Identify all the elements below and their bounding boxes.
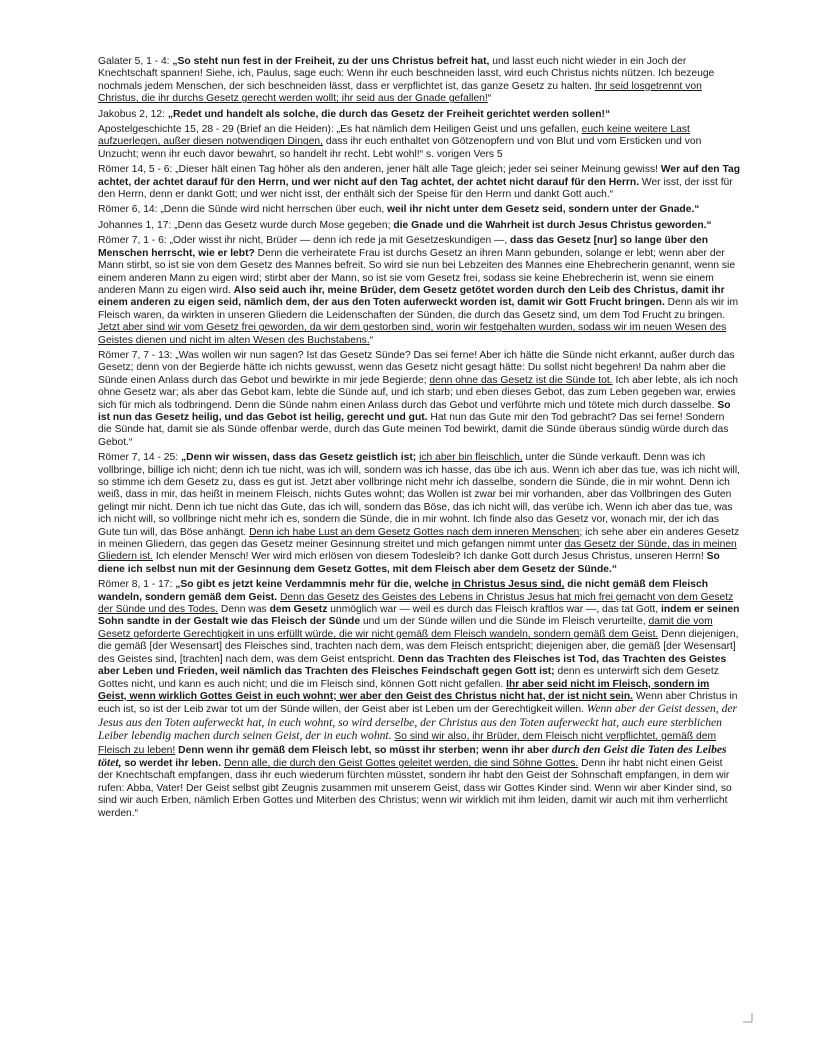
text-segment: durch den Geist die Taten des Leibes tötet, — [98, 742, 727, 769]
text-segment: Denn wenn ihr gemäß dem Fleisch lebt, so müsst ihr sterben; wenn ihr aber — [178, 744, 552, 756]
verse-paragraph — [98, 204, 740, 216]
text-segment: Denn ich habe Lust an dem Gesetz Gottes nach dem inneren Menschen; — [249, 526, 583, 538]
text-segment: Hat nun das Gute mir den Tod gebracht? Das sei ferne! Sondern die Sünde hat, damit sie als Sünde offenbar werde, durch das Gute meinen Tod bewirkt, damit die Sünde überaus sündig würde durch das Gebot.“ — [98, 411, 729, 448]
verse-paragraph — [98, 350, 740, 449]
text-segment: dass das Gesetz [nur] so lange über den Menschen herrscht, wie er lebt? — [98, 235, 709, 259]
text-segment: Denn die verheiratete Frau ist durchs Gesetz an ihren Mann gebunden, solange er lebt; wenn aber der Mann stirbt, so ist sie von dem Gesetz des Mannes befreit. So wird sie nun bei Lebzeiten des Mannes eine Ehebrecherin genannt, wenn sie einem anderen Mann zu eigen wird; stirbt aber der Mann, so ist sie vom Gesetz frei, sodass sie keine Ehebrecherin ist, wenn sie einem anderen Mann zu eigen wird. — [98, 247, 736, 296]
text-segment: denn es unterwirft sich dem Gesetz Gottes nicht, und kann es auch nicht; und die im Fleisch sind, können Gott nicht gefallen. — [98, 666, 719, 690]
verse-paragraph — [98, 124, 740, 161]
document-page — [98, 56, 740, 823]
text-segment: dem Gesetz — [269, 604, 328, 616]
text-segment: indem er seinen Sohn sandte in der Gestalt wie das Fleisch der Sünde — [98, 604, 740, 628]
text-segment: Wenn aber der Geist dessen, der Jesus aus den Toten auferweckt hat, in euch wohnt, so wird derselbe, der Christus aus den Toten auferweckt hat, auch eure sterblichen Leiber lebendig machen durch seinen Geist, der in euch wohnt. — [98, 702, 738, 743]
text-segment: „So steht nun fest in der Freiheit, zu der uns Christus befreit hat, — [172, 56, 490, 67]
text-segment: in Christus Jesus sind, — [451, 579, 565, 591]
text-segment: Denn was — [218, 604, 270, 616]
text-segment: Denn als wir im Fleisch waren, da wirkten in unseren Gliedern die Leidenschaften der Sünden, die durch das Gesetz sind, um dem Tod Frucht zu bringen. — [98, 297, 739, 321]
text-segment: Ihr seid losgetrennt von Christus, die ihr durchs Gesetz gerecht werden wollt; ihr seid aus der Gnade gefallen! — [98, 80, 702, 105]
text-segment: Denn alle, die durch den Geist Gottes geleitet werden, die sind Söhne Gottes. — [223, 757, 579, 769]
text-segment: die nicht gemäß dem Fleisch wandeln, sondern gemäß dem Geist. — [98, 579, 709, 603]
text-segment: unmöglich war — weil es durch das Fleisch kraftlos war —, das tat Gott, — [327, 604, 662, 616]
text-segment: So sind wir also, ihr Brüder, dem Fleisch nicht verpflichtet, gemäß dem Fleisch zu leben! — [98, 731, 717, 756]
verse-paragraph — [98, 164, 740, 201]
text-segment: „So gibt es jetzt keine Verdammnis mehr für die, welche — [175, 579, 452, 591]
text-segment: Wer auf den Tag achtet, der achtet darauf für den Herrn, und wer nicht auf den Tag achtet, der achtet nicht darauf für den Herrn. — [98, 164, 741, 188]
page-corner-mark — [742, 1010, 760, 1024]
text-segment: damit die vom Gesetz geforderte Gerechtigkeit in uns erfüllt würde, die wir nicht gemäß dem Fleisch wandeln, sondern gemäß dem Geist. — [98, 616, 713, 640]
text-segment: Jakobus 2, 12: — [98, 108, 168, 120]
text-segment: Wenn aber Christus in euch ist, so ist der Leib zwar tot um der Sünde willen, der Geist aber ist Leben um der Gerechtigkeit willen. — [98, 690, 738, 716]
text-segment: Römer 14, 5 - 6: „Dieser hält einen Tag höher als den anderen, jener hält alle Tage gleich; jeder sei seiner Meinung gewiss! — [98, 164, 661, 176]
text-segment: dass ihr euch enthaltet von Götzenopfern und von Blut und vom Ersticken und von Unzucht; wenn ihr euch davor bewahrt, so handelt ihr recht. Lebt wohl!“ s. vorigen Vers 5 — [98, 136, 702, 160]
text-segment: Also seid auch ihr, meine Brüder, dem Gesetz getötet worden durch den Leib des Christus, damit ihr einem anderen zu eigen seid, nämlich dem, der aus den Toten auferweckt worden ist, damit wir Gott Frucht bringen. — [98, 284, 725, 309]
text-segment: Römer 6, 14: „Denn die Sünde wird nicht herrschen über euch, — [98, 204, 388, 216]
text-segment: Johannes 1, 17: „Denn das Gesetz wurde durch Mose gegeben; — [98, 219, 394, 231]
text-segment: “ — [487, 93, 492, 105]
text-segment: So ist nun das Gesetz heilig, und das Gebot ist heilig, gerecht und gut. — [98, 399, 731, 423]
text-segment: Wer isst, der isst für den Herrn, denn er dankt Gott; und wer nicht isst, der enthält sich der Speise für den Herrn und dankt Gott auch.“ — [98, 176, 733, 201]
text-segment: weil ihr nicht unter dem Gesetz seid, sondern unter der Gnade.“ — [387, 204, 700, 216]
text-segment: und um der Sünde willen und die Sünde im Fleisch verurteilte, — [360, 616, 649, 628]
text-segment: Römer 7, 14 - 25: — [98, 452, 181, 464]
text-segment: die Gnade und die Wahrheit ist durch Jesus Christus geworden.“ — [393, 219, 712, 231]
verse-paragraph — [98, 235, 740, 347]
verse-paragraph — [98, 579, 740, 820]
text-segment: denn ohne das Gesetz ist die Sünde tot. — [429, 374, 613, 386]
verse-paragraph — [98, 109, 740, 121]
text-segment: und lasst euch nicht wieder in ein Joch der Knechtschaft spannen! Siehe, ich, Paulus, sage euch: Wenn ihr euch beschneiden lasst, wird euch Christus nichts nützen. Ich bezeuge nochmals jedem Menschen, der sich beschneiden lässt, dass er verpflichtet ist, das ganze Gesetz zu halten. — [98, 56, 715, 92]
text-segment: Denn ihr habt nicht einen Geist der Knechtschaft empfangen, dass ihr euch wiederum fürchten müsstet, sondern ihr habt den Geist der Sohnschaft empfangen, in dem wir rufen: Abba, Vater! Der Geist selbst gibt Zeugnis zusammen mit unserem Geist, dass wir Gottes Kinder sind. Wenn wir aber Kinder sind, so sind wir auch Erben, nämlich Erben Gottes und Miterben des Christus; wenn wir wirklich mit ihm leiden, damit wir auch mit ihm verherrlicht werden.“ — [98, 757, 732, 819]
text-segment: Jetzt aber sind wir vom Gesetz frei geworden, da wir dem gestorben sind, worin wir festgehalten wurden, sodass wir im neuen Wesen des Geistes dienen und nicht im alten Wesen des Buchstabens. — [98, 322, 727, 346]
text-segment: ich sehe aber ein anderes Gesetz in meinen Gliedern, das gegen das Gesetz meiner Gesinnung streitet und mich gefangen nimmt unter — [98, 526, 740, 551]
text-segment: unter die Sünde verkauft. Denn was ich vollbringe, billige ich nicht; denn ich tue nicht, was ich will, sondern was ich hasse, das übe ich aus. Wenn ich aber das tue, was ich nicht will, so stimme ich dem Gesetz zu, dass es gut ist. Jetzt aber vollbringe nicht mehr ich dasselbe, sondern die Sünde, die in mir wohnt. Denn ich weiß, dass in mir, das heißt in meinem Fleisch, nichts Gutes wohnt; das Wollen ist zwar bei mir vorhanden, aber das Vollbringen des Guten gelingt mir nicht. Denn ich tue nicht das Gute, das ich will, sondern das Böse, das ich nicht will, das verübe ich. Wenn ich aber das tue, was ich nicht will, so vollbringe nicht mehr ich es, sondern die Sünde, die in mir wohnt. Ich finde also das Gesetz vor, wonach mir, der ich das Gute tun will, das Böse anhängt. — [98, 452, 740, 538]
text-segment: Ihr aber seid nicht im Fleisch, sondern im Geist, wenn wirklich Gottes Geist in euch wohnt; wer aber den Geist des Christus nicht hat, der ist nicht sein. — [98, 678, 710, 702]
text-segment: „Denn wir wissen, dass das Gesetz geistlich ist; — [180, 452, 417, 464]
text-segment: Ich elender Mensch! Wer wird mich erlösen von diesem Todesleib? Ich danke Gott durch Jesus Christus, unseren Herrn! — [152, 551, 707, 563]
text-segment: euch keine weitere Last aufzuerlegen, außer diesen notwendigen Dingen, — [98, 124, 690, 148]
text-segment: Denn diejenigen, die gemäß [der Wesensart] des Fleisches sind, trachten nach dem, was dem Fleisch entspricht; diejenigen aber, die gemäß [der Wesensart] des Geistes sind, [trachten] nach dem, was dem Geist entspricht. — [98, 628, 739, 665]
text-segment: Römer 8, 1 - 17: — [98, 579, 176, 591]
text-segment: Galater 5, 1 - 4: — [98, 56, 173, 67]
text-segment: Römer 7, 7 - 13: „Was wollen wir nun sagen? Ist das Gesetz Sünde? Das sei ferne! Aber ich hätte die Sünde nicht erkannt, außer durch das Gesetz; denn von der Begierde hätte ich nichts gewusst, wenn das Gesetz nicht gesagt hätte: Du sollst nicht begehren! Da nahm aber die Sünde einen Anlass durch das Gebot und bewirkte in mir jede Begierde; — [98, 349, 735, 386]
text-segment: Römer 7, 1 - 6: „Oder wisst ihr nicht, Brüder — denn ich rede ja mit Gesetzeskundigen —, — [98, 235, 511, 247]
text-segment: Ich aber lebte, als ich noch ohne Gesetz war; als aber das Gebot kam, lebte die Sünde auf, und ich starb; und eben dieses Gebot, das zum Leben gegeben war, erwies sich für mich als todbringend. Denn die Sünde nahm einen Anlass durch das Gebot und verführte mich und tötete mich durch dasselbe. — [98, 374, 738, 411]
text-segment: das Gesetz der Sünde, das in meinen Gliedern ist. — [98, 539, 737, 563]
text-segment: „Redet und handelt als solche, die durch das Gesetz der Freiheit gerichtet werden sollen!“ — [167, 108, 611, 120]
text-segment: ich aber bin fleischlich, — [419, 452, 523, 464]
text-segment: Apostelgeschichte 15, 28 - 29 (Brief an die Heiden): „Es hat nämlich dem Heiligen Geist und uns gefallen, — [98, 124, 582, 136]
verse-paragraph — [98, 56, 740, 106]
text-segment: Denn das Trachten des Fleisches ist Tod, das Trachten des Geistes aber Leben und Frieden, weil nämlich das Trachten des Fleisches Feindschaft gegen Gott ist; — [98, 653, 727, 678]
text-segment: so werdet ihr leben. — [121, 757, 222, 769]
text-segment: “ — [369, 334, 374, 346]
verse-paragraph — [98, 220, 740, 232]
text-segment: So diene ich selbst nun mit der Gesinnung dem Gesetz Gottes, mit dem Fleisch aber dem Gesetz der Sünde.“ — [98, 551, 720, 575]
verse-paragraph — [98, 452, 740, 576]
text-segment: Denn das Gesetz des Geistes des Lebens in Christus Jesus hat mich frei gemacht von dem Gesetz der Sünde und des Todes. — [98, 591, 734, 616]
